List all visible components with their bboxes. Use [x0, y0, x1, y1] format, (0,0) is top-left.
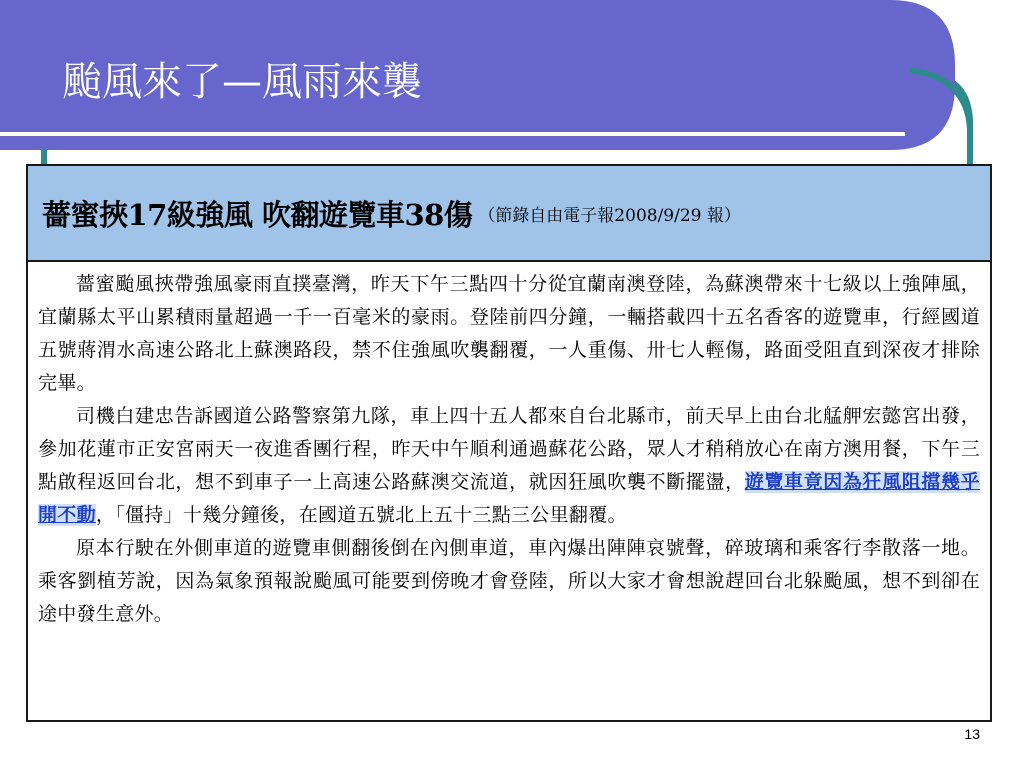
- article-headline: 薔蜜挾17級強風 吹翻遊覽車38傷: [42, 197, 473, 232]
- paragraph-2: [38, 400, 980, 532]
- paragraph-3: 原本行駛在外側車道的遊覽車側翻後倒在內側車道，車內爆出陣陣哀號聲，碎玻璃和乘客行李散落一地。乘客劉植芳說，因為氣象預報說颱風可能要到傍晚才會登陸，所以大家才會想說趕回台北躲颱風，想不到卻在途中發生意外。: [38, 537, 980, 625]
- article-body: [28, 262, 990, 631]
- article-source: （節錄自由電子報2008/9/29 報）: [478, 205, 741, 226]
- highlight-link[interactable]: 遊覽車竟因為狂風阻擋幾乎開不動: [38, 471, 980, 526]
- paragraph-2-text-before: 司機白建忠告訴國道公路警察第九隊，車上四十五人都來自台北縣市，前天早上由台北艋舺宏懿宮出發，參加花蓮市正安宮兩天一夜進香團行程，昨天中午順利通過蘇花公路，眾人才稍稍放心在南方澳用餐，下午三點啟程返回台北，想不到車子一上高速公路蘇澳交流道，就因狂風吹襲不斷擺盪，: [38, 405, 980, 493]
- page-number: 13: [964, 726, 980, 742]
- paragraph-2-text-after: ，「僵持」十幾分鐘後，在國道五號北上五十三點三公里翻覆。: [95, 504, 627, 526]
- article-box: [26, 164, 992, 722]
- paragraph-1: 薔蜜颱風挾帶強風豪雨直撲臺灣，昨天下午三點四十分從宜蘭南澳登陸，為蘇澳帶來十七級以上強陣風，宜蘭縣太平山累積雨量超過一千一百毫米的豪雨。登陸前四分鐘，一輛搭載四十五名香客的遊覽車，行經國道五號蔣渭水高速公路北上蘇澳路段，禁不住強風吹襲翻覆，一人重傷、卅七人輕傷，路面受阻直到深夜才排除完畢。: [38, 273, 980, 394]
- headline-bar: [28, 166, 990, 262]
- slide-title: 颱風來了—風雨來襲: [62, 59, 422, 105]
